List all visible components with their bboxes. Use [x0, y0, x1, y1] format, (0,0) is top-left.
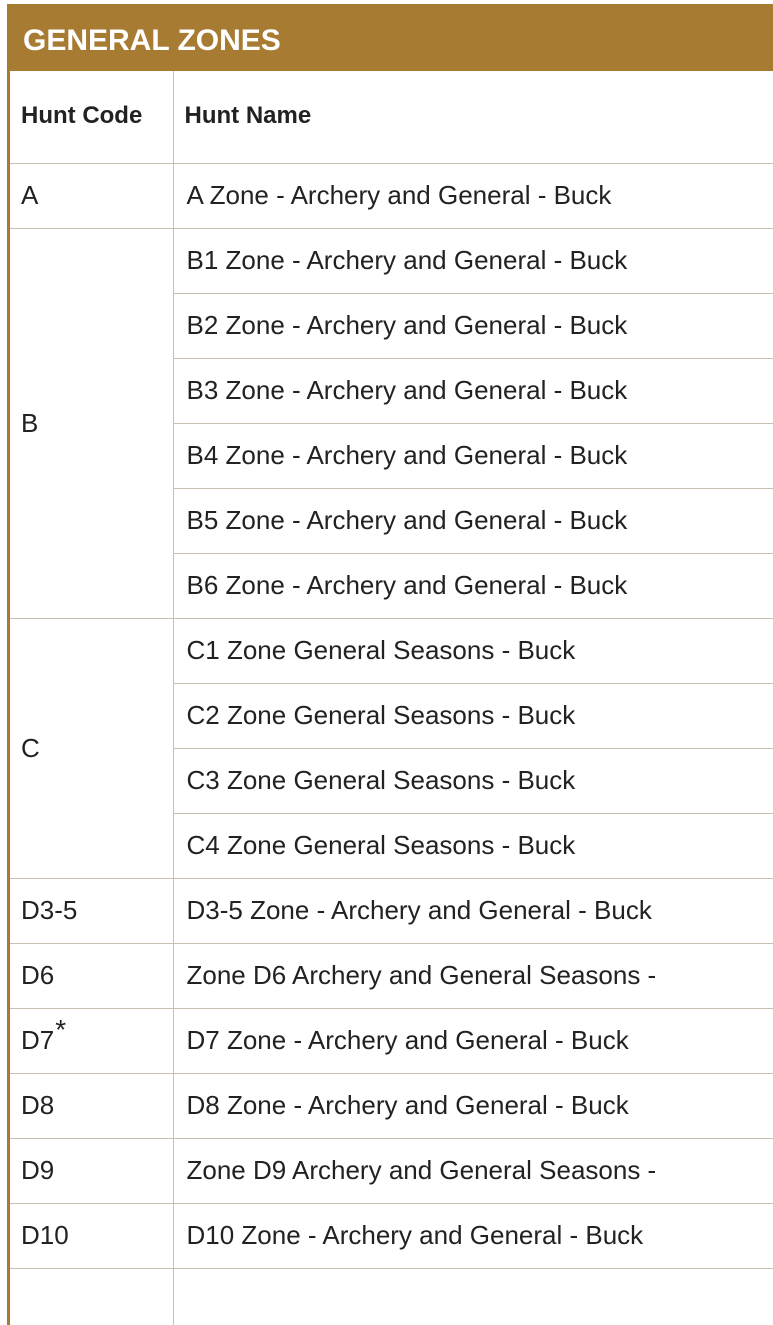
table-row [10, 943, 773, 1008]
hunt-name-cell: D10 Zone - Archery and General - Buck [173, 1203, 773, 1268]
hunt-name-cell: D8 Zone - Archery and General - Buck [173, 1073, 773, 1138]
general-zones-panel [7, 4, 773, 1325]
table-row [10, 1268, 773, 1325]
table-row [10, 1203, 773, 1268]
hunt-name-header: Hunt Name [173, 71, 773, 163]
hunt-code-cell: A [10, 163, 173, 228]
table-row [10, 878, 773, 943]
hunt-name-cell: C2 Zone General Seasons - Buck [173, 683, 773, 748]
hunt-name-cell: Zone D9 Archery and General Seasons - [173, 1138, 773, 1203]
hunt-name-cell: D7 Zone - Archery and General - Buck [173, 1008, 773, 1073]
hunt-code-text: D7 [21, 1025, 55, 1055]
hunt-name-cell [173, 1268, 773, 1325]
hunt-code-cell: D8 [10, 1073, 173, 1138]
hunt-code-cell [10, 1268, 173, 1325]
table-header-row [10, 71, 773, 163]
hunt-code-cell: C [10, 618, 173, 878]
hunt-code-cell: B [10, 228, 173, 618]
table-row [10, 1008, 773, 1073]
hunt-name-cell: C4 Zone General Seasons - Buck [173, 813, 773, 878]
hunt-name-cell: A Zone - Archery and General - Buck [173, 163, 773, 228]
table-row [10, 163, 773, 228]
hunt-name-cell: B5 Zone - Archery and General - Buck [173, 488, 773, 553]
panel-title: GENERAL ZONES [10, 4, 773, 71]
hunt-code-header: Hunt Code [10, 71, 173, 163]
hunt-name-cell: B4 Zone - Archery and General - Buck [173, 423, 773, 488]
hunt-name-cell: C1 Zone General Seasons - Buck [173, 618, 773, 683]
table-row [10, 1073, 773, 1138]
hunt-name-cell: B2 Zone - Archery and General - Buck [173, 293, 773, 358]
hunt-code-cell: D3-5 [10, 878, 173, 943]
hunt-name-cell: D3-5 Zone - Archery and General - Buck [173, 878, 773, 943]
hunt-name-cell: C3 Zone General Seasons - Buck [173, 748, 773, 813]
hunt-table [10, 71, 773, 1325]
hunt-name-cell: B3 Zone - Archery and General - Buck [173, 358, 773, 423]
table-row [10, 618, 773, 683]
hunt-name-cell: Zone D6 Archery and General Seasons - [173, 943, 773, 1008]
hunt-code-cell: D10 [10, 1203, 173, 1268]
hunt-name-cell: B6 Zone - Archery and General - Buck [173, 553, 773, 618]
hunt-code-cell: D6 [10, 943, 173, 1008]
hunt-code-cell: D9 [10, 1138, 173, 1203]
table-row [10, 1138, 773, 1203]
hunt-name-cell: B1 Zone - Archery and General - Buck [173, 228, 773, 293]
hunt-code-cell [10, 1008, 173, 1073]
table-row [10, 228, 773, 293]
footnote-asterisk: * [55, 1014, 67, 1046]
